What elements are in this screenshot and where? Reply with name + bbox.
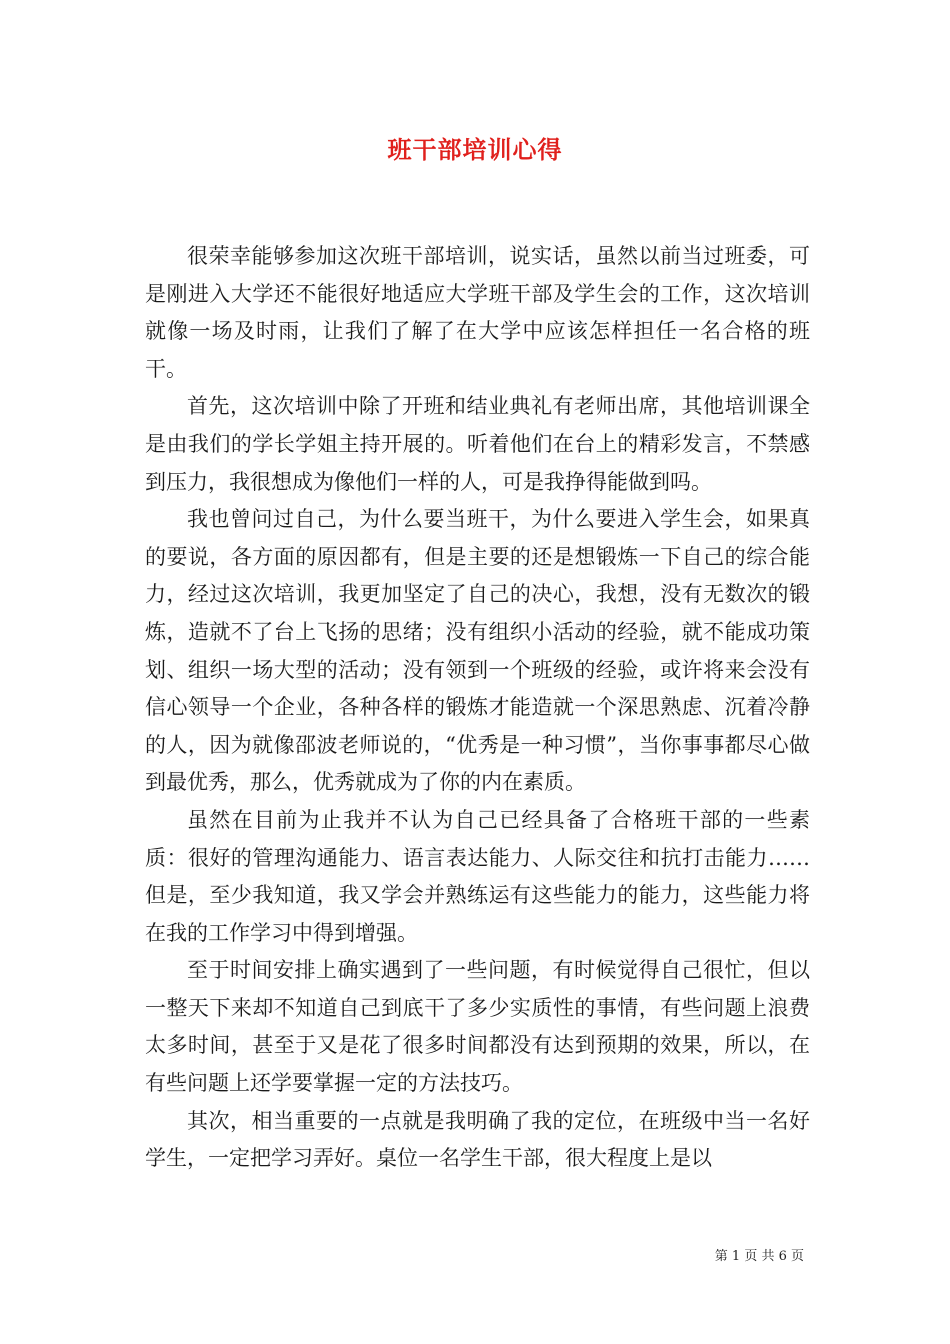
document-body — [145, 238, 810, 1178]
page-number-footer: 第 1 页 共 6 页 — [714, 1249, 804, 1264]
paragraph-1: 很荣幸能够参加这次班干部培训，说实话，虽然以前当过班委，可是刚进入大学还不能很好地适应大学班干部及学生会的工作，这次培训就像一场及时雨，让我们了解了在大学中应该怎样担任一名合格的班干。 — [145, 244, 810, 381]
paragraph-2: 首先，这次培训中除了开班和结业典礼有老师出席，其他培训课全是由我们的学长学姐主持开展的。听着他们在台上的精彩发言，不禁感到压力，我很想成为像他们一样的人，可是我挣得能做到吗。 — [145, 394, 810, 494]
paragraph-4: 虽然在目前为止我并不认为自己已经具备了合格班干部的一些素质：很好的管理沟通能力、语言表达能力、人际交往和抗打击能力……但是，至少我知道，我又学会并熟练运有这些能力的能力，这些能力将在我的工作学习中得到增强。 — [145, 807, 810, 945]
paragraph-5: 至于时间安排上确实遇到了一些问题，有时候觉得自己很忙，但以一整天下来却不知道自己到底干了多少实质性的事情，有些问题上浪费太多时间，甚至于又是花了很多时间都没有达到预期的效果，所以，在有些问题上还学要掌握一定的方法技巧。 — [145, 958, 810, 1096]
page-title: 班干部培训心得 — [387, 135, 563, 164]
paragraph-6: 其次，相当重要的一点就是我明确了我的定位，在班级中当一名好学生，一定把学习弄好。桌位一名学生干部，很大程度上是以 — [145, 1108, 810, 1171]
paragraph-3: 我也曾问过自己，为什么要当班干，为什么要进入学生会，如果真的要说，各方面的原因都有，但是主要的还是想锻炼一下自己的综合能力，经过这次培训，我更加坚定了自己的决心，我想，没有无数次的锻炼，造就不了台上飞扬的思绪；没有组织小活动的经验，就不能成功策划、组织一场大型的活动；没有领到一个班级的经验，或许将来会没有信心领导一个企业，各种各样的锻炼才能造就一个深思熟虑、沉着冷静的人，因为就像邵波老师说的，“优秀是一种习惯”，当你事事都尽心做到最优秀，那么，优秀就成为了你的内在素质。 — [145, 507, 810, 795]
